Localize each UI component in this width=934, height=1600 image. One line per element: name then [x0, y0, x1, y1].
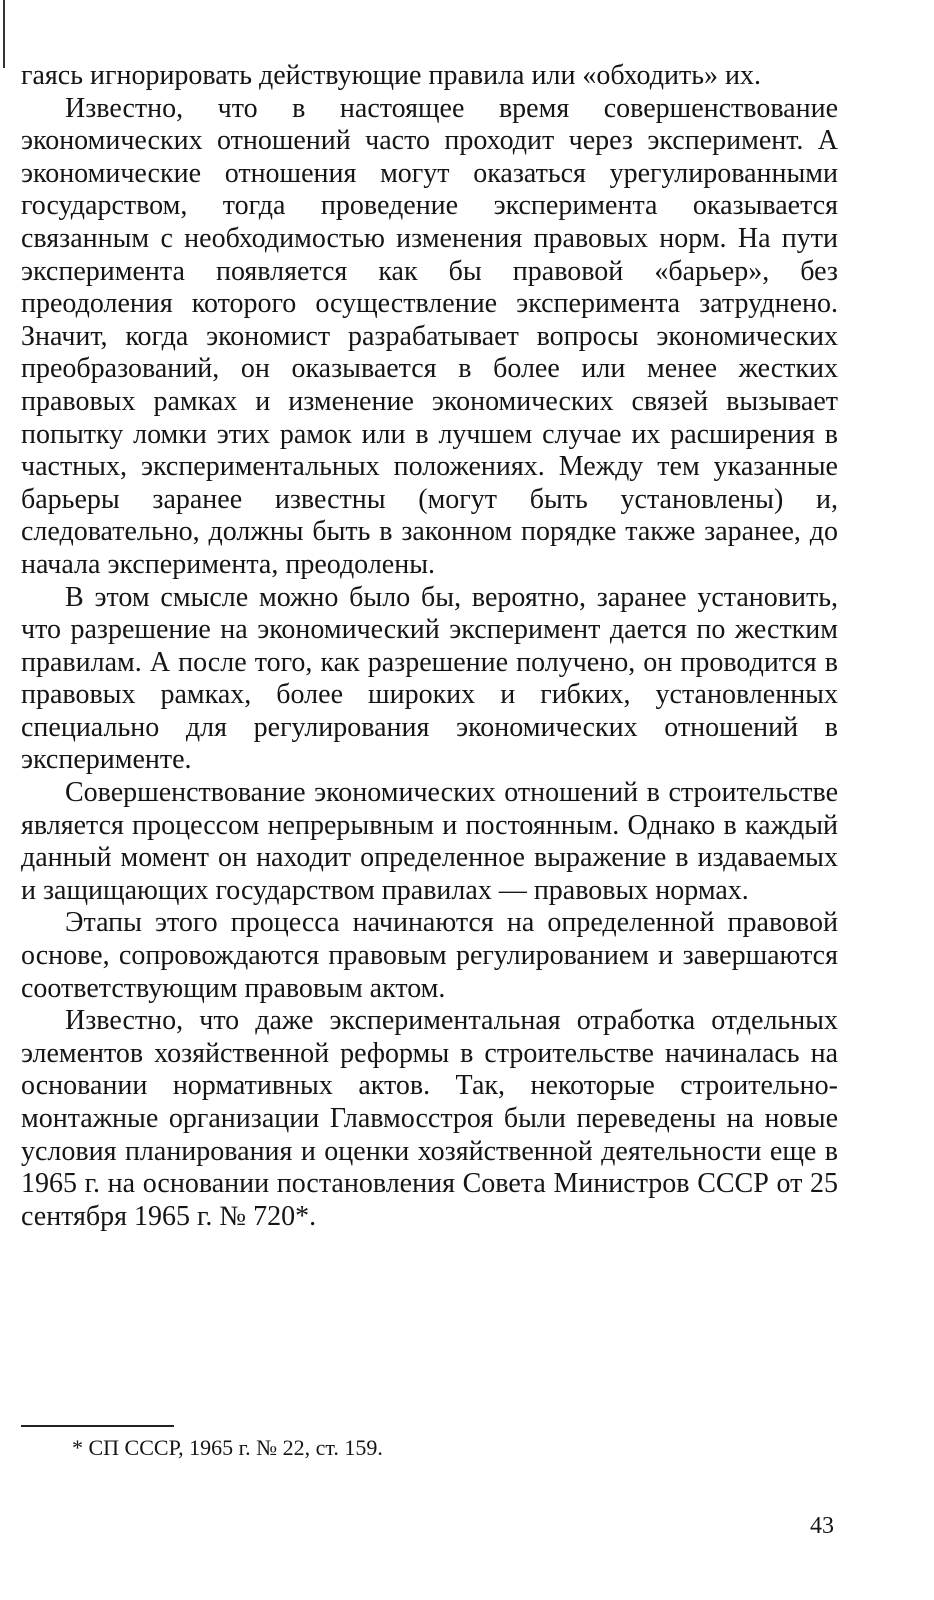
footnote: * СП СССР, 1965 г. № 22, ст. 159.	[72, 1435, 383, 1460]
paragraph-experiment-intro: Известно, что в настоящее время совершенствование экономических отношений часто проходит через эксперимент. А экономические отношения могут оказаться урегулированными государством, тогда проведение эксперимента оказывается связанным с необходимостью изменения правовых норм. На пути эксперимента появляется как бы правовой «барьер», без преодоления которого осуществление эксперимента затруднено. Значит, когда экономист разрабатывает вопросы экономических преобразований, он оказывается в более или менее жестких правовых рамках и изменение экономических связей вызывает попытку ломки этих рамок или в лучшем случае их расширения в частных, экспериментальных положениях. Между тем указанные барьеры заранее известны (могут быть установлены) и, следовательно, должны быть в законном порядке также заранее, до начала эксперимента, преодолены.	[21, 92, 838, 580]
page-number: 43	[810, 1513, 834, 1539]
paragraph-experiment-permission: В этом смысле можно было бы, вероятно, заранее установить, что разрешение на экономический эксперимент дается по жестким правилам. А после того, как разрешение получено, он проводится в правовых рамках, более широких и гибких, установленных специально для регулирования экономических отношений в эксперименте.	[21, 581, 838, 776]
paragraph-construction-relations: Совершенствование экономических отношений в строительстве является процессом непрерывным и постоянным. Однако в каждый данный момент он находит определенное выражение в издаваемых и защищающих государством правилах — правовых нормах.	[21, 777, 838, 906]
paragraph-continuation: гаясь игнорировать действующие правила или «обходить» их.	[21, 60, 761, 91]
body-text	[21, 60, 838, 1233]
binding-edge-mark	[3, 0, 5, 68]
paragraph-process-stages: Этапы этого процесса начинаются на определенной правовой основе, сопровождаются правовым регулированием и завершаются соответствующим правовым актом.	[21, 907, 838, 1004]
footnote-divider	[21, 1425, 174, 1427]
paragraph-reform-testing: Известно, что даже экспериментальная отработка отдельных элементов хозяйственной реформы в строительстве начиналась на основании нормативных актов. Так, некоторые строительно-монтажные организации Главмосстроя были переведены на новые условия планирования и оценки хозяйственной деятельности еще в 1965 г. на основании постановления Совета Министров СССР от 25 сентября 1965 г. № 720*.	[21, 1005, 838, 1232]
